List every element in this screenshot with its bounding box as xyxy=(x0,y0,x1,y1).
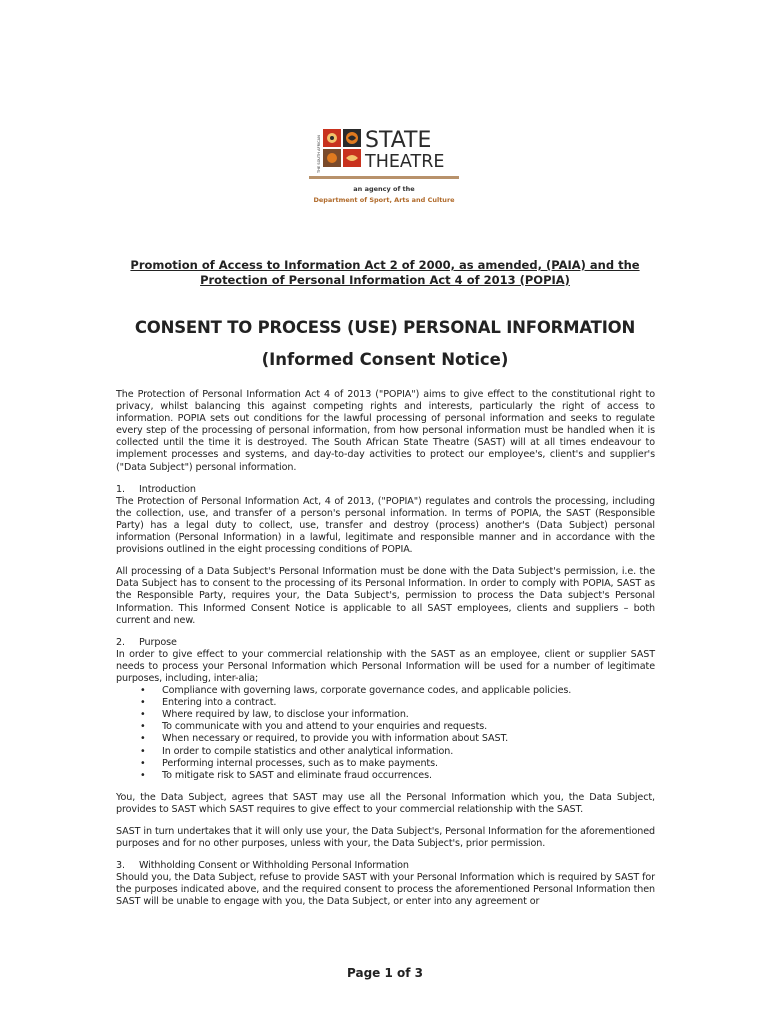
logo-divider xyxy=(309,176,459,179)
section-1-heading xyxy=(116,484,655,496)
document-subtitle: (Informed Consent Notice) xyxy=(261,350,509,369)
act-heading xyxy=(100,258,670,288)
list-item: • To communicate with you and attend to your enquiries and requests. xyxy=(140,721,655,733)
list-item: • In order to compile statistics and other analytical information. xyxy=(140,746,655,758)
document-body xyxy=(116,389,655,919)
section-title: Purpose xyxy=(139,636,177,648)
section-number: 1. xyxy=(116,483,125,495)
page-number: Page 1 of 3 xyxy=(347,966,423,980)
section-1-paragraph-2: All processing of a Data Subject's Personal Information must be done with the Data Subject's permission, i.e. the Data Subject has to consent to the processing of its Personal Information. In order to comply with POPIA, SAST as the Responsible Party, requires your, the Data Subject's, permission to process the Data subject's Personal Information. This Informed Consent Notice is applicable to all SAST employees, clients and suppliers – both current and new. xyxy=(116,566,655,626)
section-3-heading xyxy=(116,860,655,872)
act-heading-line-2: Protection of Personal Information Act 4 of 2013 (POPIA) xyxy=(200,273,570,287)
logo-state: STATE xyxy=(365,128,432,153)
section-title: Introduction xyxy=(139,483,196,495)
agency-line: an agency of the xyxy=(353,185,415,193)
list-item: • Compliance with governing laws, corporate governance codes, and applicable policies. xyxy=(140,685,655,697)
section-3-paragraph-1: Should you, the Data Subject, refuse to provide SAST with your Personal Information which is required by SAST for the purposes indicated above, and the required consent to process the aforementioned Personal Information then SAST will be unable to engage with you, the Data Subject, or enter into any agreement or xyxy=(116,872,655,908)
section-title: Withholding Consent or Withholding Personal Information xyxy=(139,860,409,872)
logo-theatre: THEATRE xyxy=(365,152,445,172)
document-title: CONSENT TO PROCESS (USE) PERSONAL INFORMATION xyxy=(134,318,636,337)
intro-paragraph: The Protection of Personal Information Act 4 of 2013 ("POPIA") aims to give effect to the constitutional right to privacy, whilst balancing this against competing rights and interests, particularly the right of access to information. POPIA sets out conditions for the lawful processing of personal information and seeks to regulate every step of the processing of personal information, from how personal information must be handled when it is collected until the time it is destroyed. The South African State Theatre (SAST) will at all times endeavour to implement processes and systems, and day-to-day activities to protect our employee's, client's and supplier's ("Data Subject") personal information. xyxy=(116,389,655,473)
list-item: • When necessary or required, to provide you with information about SAST. xyxy=(140,733,655,745)
section-2-heading xyxy=(116,637,655,649)
list-item: • Entering into a contract. xyxy=(140,697,655,709)
purpose-list xyxy=(116,685,655,782)
section-2-paragraph-3: SAST in turn undertakes that it will only use your, the Data Subject's, Personal Information for the aforementioned purposes and for no other purposes, unless with your, the Data Subject's, prior permission. xyxy=(116,826,655,850)
logo-vertical-text: THE SOUTH AFRICAN xyxy=(317,135,321,173)
list-item: • Where required by law, to disclose your information. xyxy=(140,709,655,721)
list-item: • To mitigate risk to SAST and eliminate fraud occurrences. xyxy=(140,770,655,782)
list-item: • Performing internal processes, such as to make payments. xyxy=(140,758,655,770)
section-number: 2. xyxy=(116,636,125,648)
act-heading-line-1: Promotion of Access to Information Act 2 of 2000, as amended, (PAIA) and the xyxy=(130,258,640,272)
section-2-paragraph-1: In order to give effect to your commercial relationship with the SAST as an employee, client or supplier SAST needs to process your Personal Information which Personal Information will be used for a number of legitimate purposes, including, inter-alia; xyxy=(116,648,655,684)
section-2-paragraph-2: You, the Data Subject, agrees that SAST may use all the Personal Information which you, the Data Subject, provides to SAST which SAST requires to give effect to your commercial relationship with the SAST. xyxy=(116,791,655,815)
section-1-paragraph-1: The Protection of Personal Information Act, 4 of 2013, ("POPIA") regulates and controls the processing, including the collection, use, and transfer of a person's personal information. In terms of POPIA, the SAST (Responsible Party) has a legal duty to collect, use, transfer and destroy (process) another's (Data Subject) personal information (Personal Information) in a lawful, legitimate and responsible manner and in accordance with the provisions outlined in the eight processing conditions of POPIA. xyxy=(116,495,655,556)
department-line: Department of Sport, Arts and Culture xyxy=(313,196,455,204)
section-number: 3. xyxy=(116,860,125,872)
